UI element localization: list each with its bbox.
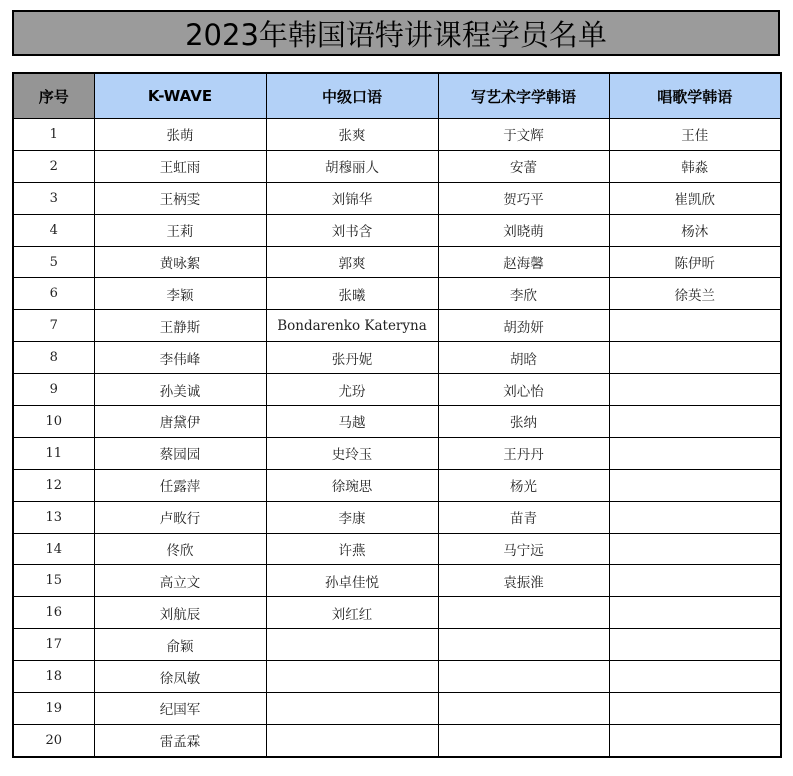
calligraphy-korean-student-cell: 贺巧平 (438, 182, 609, 214)
table-row (13, 278, 781, 310)
row-index-cell: 4 (13, 214, 94, 246)
row-index-cell: 19 (13, 693, 94, 725)
table-row (13, 597, 781, 629)
calligraphy-korean-student-cell: 李欣 (438, 278, 609, 310)
intermediate-speaking-student-cell: 郭爽 (266, 246, 438, 278)
table-row (13, 501, 781, 533)
table-row (13, 119, 781, 151)
row-index-cell: 11 (13, 437, 94, 469)
k-wave-student-cell: 李颖 (94, 278, 266, 310)
calligraphy-korean-student-cell: 于文辉 (438, 119, 609, 151)
intermediate-speaking-student-cell: 尤玢 (266, 374, 438, 406)
table-row (13, 214, 781, 246)
row-index-cell: 13 (13, 501, 94, 533)
calligraphy-korean-student-cell: 杨光 (438, 469, 609, 501)
singing-korean-student-cell: 王佳 (609, 119, 781, 151)
row-index-cell: 16 (13, 597, 94, 629)
k-wave-student-cell: 俞颖 (94, 629, 266, 661)
table-row (13, 182, 781, 214)
header-intermediate-speaking: 中级口语 (266, 73, 438, 119)
table-body (13, 119, 781, 757)
table-row (13, 246, 781, 278)
intermediate-speaking-student-cell: 许燕 (266, 533, 438, 565)
row-index-cell: 15 (13, 565, 94, 597)
table-row (13, 374, 781, 406)
singing-korean-student-cell (609, 374, 781, 406)
k-wave-student-cell: 张萌 (94, 119, 266, 151)
table-row (13, 661, 781, 693)
intermediate-speaking-student-cell (266, 661, 438, 693)
table-row (13, 150, 781, 182)
k-wave-student-cell: 高立文 (94, 565, 266, 597)
intermediate-speaking-student-cell: 马越 (266, 406, 438, 438)
row-index-cell: 7 (13, 310, 94, 342)
table-row (13, 469, 781, 501)
calligraphy-korean-student-cell: 胡劲妍 (438, 310, 609, 342)
k-wave-student-cell: 徐凤敏 (94, 661, 266, 693)
singing-korean-student-cell (609, 533, 781, 565)
calligraphy-korean-student-cell: 王丹丹 (438, 437, 609, 469)
calligraphy-korean-student-cell (438, 693, 609, 725)
singing-korean-student-cell (609, 437, 781, 469)
k-wave-student-cell: 李伟峰 (94, 342, 266, 374)
k-wave-student-cell: 刘航辰 (94, 597, 266, 629)
calligraphy-korean-student-cell: 马宁远 (438, 533, 609, 565)
calligraphy-korean-student-cell (438, 724, 609, 756)
k-wave-student-cell: 黄咏絮 (94, 246, 266, 278)
row-index-cell: 6 (13, 278, 94, 310)
row-index-cell: 2 (13, 150, 94, 182)
k-wave-student-cell: 蔡园园 (94, 437, 266, 469)
intermediate-speaking-student-cell (266, 724, 438, 756)
intermediate-speaking-student-cell: 刘红红 (266, 597, 438, 629)
singing-korean-student-cell (609, 342, 781, 374)
k-wave-student-cell: 唐黛伊 (94, 406, 266, 438)
k-wave-student-cell: 佟欣 (94, 533, 266, 565)
table-row (13, 406, 781, 438)
calligraphy-korean-student-cell: 刘心怡 (438, 374, 609, 406)
k-wave-student-cell: 纪国军 (94, 693, 266, 725)
k-wave-student-cell: 王柄雯 (94, 182, 266, 214)
row-index-cell: 14 (13, 533, 94, 565)
k-wave-student-cell: 王静斯 (94, 310, 266, 342)
intermediate-speaking-student-cell (266, 693, 438, 725)
student-roster-table (12, 72, 782, 758)
row-index-cell: 12 (13, 469, 94, 501)
intermediate-speaking-student-cell: 张丹妮 (266, 342, 438, 374)
row-index-cell: 9 (13, 374, 94, 406)
intermediate-speaking-student-cell (266, 629, 438, 661)
k-wave-student-cell: 任露萍 (94, 469, 266, 501)
row-index-cell: 10 (13, 406, 94, 438)
table-header-row (13, 73, 781, 119)
intermediate-speaking-student-cell: 李康 (266, 501, 438, 533)
singing-korean-student-cell: 杨沐 (609, 214, 781, 246)
table-row (13, 437, 781, 469)
intermediate-speaking-student-cell: 徐琬思 (266, 469, 438, 501)
table-row (13, 342, 781, 374)
calligraphy-korean-student-cell: 苗青 (438, 501, 609, 533)
calligraphy-korean-student-cell: 胡晗 (438, 342, 609, 374)
calligraphy-korean-student-cell: 张纳 (438, 406, 609, 438)
singing-korean-student-cell (609, 629, 781, 661)
calligraphy-korean-student-cell: 赵海馨 (438, 246, 609, 278)
header-calligraphy-korean: 写艺术字学韩语 (438, 73, 609, 119)
row-index-cell: 3 (13, 182, 94, 214)
singing-korean-student-cell (609, 565, 781, 597)
k-wave-student-cell: 卢畋行 (94, 501, 266, 533)
k-wave-student-cell: 王莉 (94, 214, 266, 246)
row-index-cell: 1 (13, 119, 94, 151)
row-index-cell: 8 (13, 342, 94, 374)
singing-korean-student-cell (609, 661, 781, 693)
calligraphy-korean-student-cell (438, 597, 609, 629)
singing-korean-student-cell: 崔凯欣 (609, 182, 781, 214)
singing-korean-student-cell: 徐英兰 (609, 278, 781, 310)
row-index-cell: 17 (13, 629, 94, 661)
intermediate-speaking-student-cell: Bondarenko Kateryna (266, 310, 438, 342)
table-row (13, 533, 781, 565)
singing-korean-student-cell (609, 597, 781, 629)
singing-korean-student-cell (609, 693, 781, 725)
k-wave-student-cell: 王虹雨 (94, 150, 266, 182)
intermediate-speaking-student-cell: 胡穆丽人 (266, 150, 438, 182)
row-index-cell: 20 (13, 724, 94, 756)
table-row (13, 724, 781, 756)
table-row (13, 693, 781, 725)
header-index: 序号 (13, 73, 94, 119)
singing-korean-student-cell (609, 501, 781, 533)
intermediate-speaking-student-cell: 史玲玉 (266, 437, 438, 469)
intermediate-speaking-student-cell: 刘书含 (266, 214, 438, 246)
singing-korean-student-cell: 韩淼 (609, 150, 781, 182)
singing-korean-student-cell (609, 406, 781, 438)
header-singing-korean: 唱歌学韩语 (609, 73, 781, 119)
calligraphy-korean-student-cell: 安蕾 (438, 150, 609, 182)
calligraphy-korean-student-cell (438, 661, 609, 693)
intermediate-speaking-student-cell: 刘锦华 (266, 182, 438, 214)
k-wave-student-cell: 孙美诚 (94, 374, 266, 406)
k-wave-student-cell: 雷孟霖 (94, 724, 266, 756)
intermediate-speaking-student-cell: 张爽 (266, 119, 438, 151)
table-row (13, 629, 781, 661)
calligraphy-korean-student-cell (438, 629, 609, 661)
intermediate-speaking-student-cell: 孙卓佳悦 (266, 565, 438, 597)
table-row (13, 310, 781, 342)
singing-korean-student-cell (609, 724, 781, 756)
table-row (13, 565, 781, 597)
row-index-cell: 5 (13, 246, 94, 278)
page-title: 2023年韩国语特讲课程学员名单 (12, 10, 780, 56)
singing-korean-student-cell (609, 469, 781, 501)
row-index-cell: 18 (13, 661, 94, 693)
intermediate-speaking-student-cell: 张曦 (266, 278, 438, 310)
singing-korean-student-cell: 陈伊昕 (609, 246, 781, 278)
calligraphy-korean-student-cell: 刘晓萌 (438, 214, 609, 246)
calligraphy-korean-student-cell: 袁振淮 (438, 565, 609, 597)
header-k-wave: K-WAVE (94, 73, 266, 119)
singing-korean-student-cell (609, 310, 781, 342)
